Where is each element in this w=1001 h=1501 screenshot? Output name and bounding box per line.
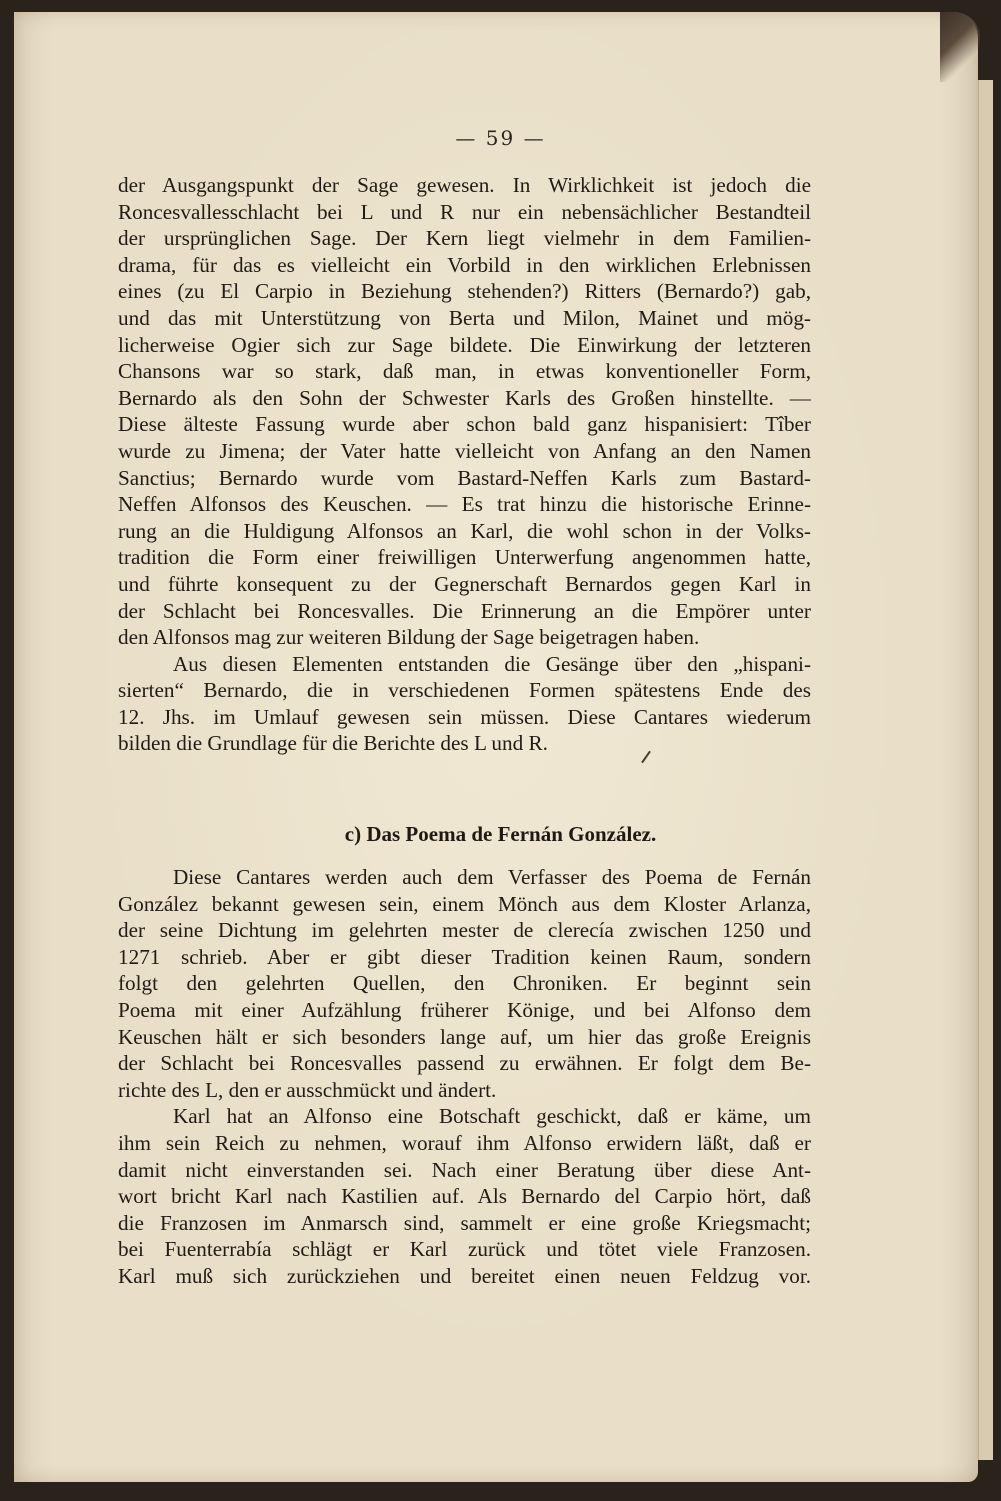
text-line: 12. Jhs. im Umlauf gewesen sein müssen. Diese Cantares wiederum	[118, 704, 811, 729]
text-line: Neffen Alfonsos des Keuschen. — Es trat hinzu die historische Erinne-	[118, 492, 811, 517]
text-line: ihm sein Reich zu nehmen, worauf ihm Alfonso erwidern läßt, daß er	[118, 1130, 811, 1155]
text-line: Diese älteste Fassung wurde aber schon bald ganz hispanisiert: Tîber	[118, 412, 811, 437]
text-line: wurde zu Jimena; der Vater hatte vielleicht von Anfang an den Namen	[118, 438, 811, 463]
text-line: Sanctius; Bernardo wurde vom Bastard-Neffen Karls zum Bastard-	[118, 465, 811, 490]
page-corner-fold	[940, 12, 980, 82]
page-number: — 59 —	[455, 126, 546, 150]
text-line: den Alfonsos mag zur weiteren Bildung der Sage beigetragen haben.	[118, 625, 700, 650]
text-line: der seine Dichtung im gelehrten mester de clerecía zwischen 1250 und	[118, 918, 811, 943]
text-line: richte des L, den er ausschmückt und ändert.	[118, 1077, 497, 1102]
text-line: drama, für das es vielleicht ein Vorbild in den wirklichen Erlebnissen	[118, 252, 811, 277]
text-line: Diese Cantares werden auch dem Verfasser des Poema de Fernán	[173, 865, 811, 889]
text-line: bilden die Grundlage für die Berichte des L und R.	[118, 731, 548, 756]
text-line: Poema mit einer Aufzählung früherer Könige, und bei Alfonso dem	[118, 997, 811, 1022]
text-line: und führte konsequent zu der Gegnerschaft Bernardos gegen Karl in	[118, 571, 811, 596]
text-line: der Schlacht bei Roncesvalles. Die Erinnerung an die Empörer unter	[118, 598, 811, 623]
text-line: folgt den gelehrten Quellen, den Chroniken. Er beginnt sein	[118, 971, 811, 996]
text-line: der ursprünglichen Sage. Der Kern liegt vielmehr in dem Familien-	[118, 226, 811, 251]
page-edge	[978, 80, 993, 1460]
section-heading: c) Das Poema de Fernán González.	[344, 822, 657, 846]
section-a-text	[118, 172, 811, 757]
text-line: Karl hat an Alfonso eine Botschaft geschickt, daß er käme, um	[173, 1104, 811, 1129]
text-line: Bernardo als den Sohn der Schwester Karls des Großen hinstellte. —	[118, 385, 811, 410]
text-line: bei Fuenterrabía schlägt er Karl zurück und tötet viele Franzosen.	[118, 1237, 811, 1262]
text-line: Roncesvallesschlacht bei L und R nur ein nebensächlicher Bestandteil	[118, 199, 811, 224]
section-c-text	[118, 864, 811, 1290]
text-line: tradition die Form einer freiwilligen Unterwerfung angenommen hatte,	[118, 545, 811, 570]
text-line: der Ausgangspunkt der Sage gewesen. In Wirklichkeit ist jedoch die	[118, 173, 811, 197]
text-line: der Schlacht bei Roncesvalles passend zu erwähnen. Er folgt dem Be-	[118, 1051, 811, 1076]
text-line: und das mit Unterstützung von Berta und Milon, Mainet und mög-	[118, 305, 811, 330]
text-line: Chansons war so stark, daß man, in etwas konventioneller Form,	[118, 359, 811, 384]
text-line: González bekannt gewesen sein, einem Mönch aus dem Kloster Arlanza,	[118, 891, 811, 916]
text-line: rung an die Huldigung Alfonsos an Karl, die wohl schon in der Volks-	[118, 518, 811, 543]
text-line: die Franzosen im Anmarsch sind, sammelt er eine große Kriegsmacht;	[118, 1210, 811, 1235]
text-line: damit nicht einverstanden sei. Nach einer Beratung über diese Ant-	[118, 1157, 811, 1182]
text-line: licherweise Ogier sich zur Sage bildete. Die Einwirkung der letzteren	[118, 332, 811, 357]
text-line: wort bricht Karl nach Kastilien auf. Als Bernardo del Carpio hört, daß	[118, 1184, 811, 1209]
text-line: Aus diesen Elementen entstanden die Gesänge über den „hispani-	[173, 651, 811, 676]
text-line: Karl muß sich zurückziehen und bereitet einen neuen Feldzug vor.	[118, 1263, 811, 1288]
text-line: eines (zu El Carpio in Beziehung stehenden?) Ritters (Bernardo?) gab,	[118, 279, 811, 304]
text-line: Keuschen hält er sich besonders lange auf, um hier das große Ereignis	[118, 1024, 811, 1049]
text-line: 1271 schrieb. Aber er gibt dieser Tradition keinen Raum, sondern	[118, 944, 811, 969]
text-line: sierten“ Bernardo, die in verschiedenen Formen spätestens Ende des	[118, 678, 811, 703]
